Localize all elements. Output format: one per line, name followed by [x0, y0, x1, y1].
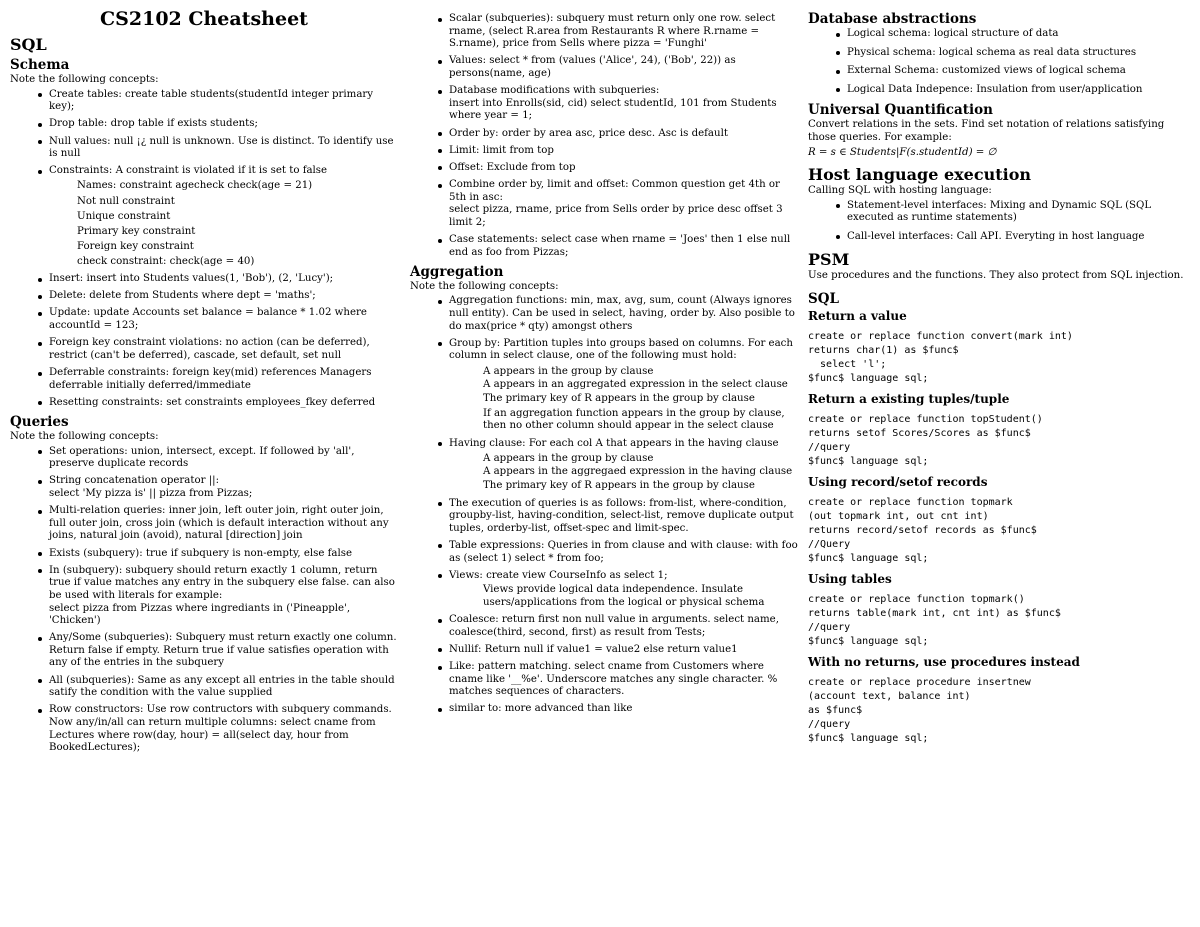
list-item: Like: pattern matching. select cname from Customers where cname like '__%e'. Underscore matches any single character. % matches sequences of characters.	[449, 661, 798, 699]
dbmod-example: insert into Enrolls(sid, cid) select studentId, 101 from Students where year = 1;	[449, 97, 777, 122]
code-section-heading: Return a value	[808, 309, 907, 324]
queries-heading: Queries	[10, 414, 69, 430]
list-item: Deferrable constraints: foreign key(mid) references Managers deferrable initially deferred/immediate	[49, 367, 398, 392]
list-item: Resetting constraints: set constraints employees_fkey deferred	[49, 397, 398, 410]
dbabs-heading: Database abstractions	[808, 11, 977, 27]
uq-text: Convert relations in the sets. Find set notation of relations satisfying those queries. For example:	[808, 119, 1165, 143]
concat-example: select 'My pizza is' || pizza from Pizzas;	[49, 487, 253, 499]
aggregation-intro: Note the following concepts:	[410, 280, 559, 292]
list-item: The execution of queries is as follows: from-list, where-condition, groupby-list, having-condition, select-list, remove duplicate output tuples, orderby-list, offset-spec and limit-spec.	[449, 498, 798, 536]
combine-label: Combine order by, limit and offset: Common question get 4th or 5th in asc:	[449, 179, 780, 203]
combine-example: select pizza, rname, price from Sells order by price desc offset 3 limit 2;	[449, 204, 783, 228]
code-block: create or replace procedure insertnew (account text, balance int) as $func$ //query $func$ language sql;	[808, 677, 1031, 745]
rule-line: A appears in an aggregated expression in the select clause	[483, 378, 788, 390]
list-item	[449, 438, 798, 493]
constraints-item	[49, 165, 398, 268]
code-section-heading: With no returns, use procedures instead	[808, 655, 1080, 670]
list-item: Aggregation functions: min, max, avg, sum, count (Always ignores null entity). Can be used in select, having, order by. Also posible to do max(price * qty) amongst others	[449, 295, 798, 333]
list-item: Update: update Accounts set balance = balance * 1.02 where accountId = 123;	[49, 307, 398, 332]
having-label: Having clause: For each col A that appears in the having clause	[449, 437, 779, 449]
queries-list	[10, 446, 398, 755]
psm-heading: PSM	[808, 249, 850, 269]
list-item: Logical Data Indepence: Insulation from user/application	[847, 84, 1192, 97]
rule-line: A appears in the group by clause	[483, 453, 654, 465]
code-section-heading: Using record/setof records	[808, 475, 988, 490]
schema-heading: Schema	[10, 57, 70, 73]
list-item: Any/Some (subqueries): Subquery must return exactly one column. Return false if empty. Return true if value satisfies operation with any of the entries in the subquery	[49, 632, 397, 669]
list-item	[49, 565, 398, 628]
views-note: Views provide logical data independence. Insulate users/applications from the logical or physical schema	[483, 584, 765, 608]
sql-heading: SQL	[10, 35, 47, 54]
code-block: create or replace function topStudent() returns setof Scores/Scores as $func$ //query $func$ language sql;	[808, 414, 1043, 468]
list-item	[49, 475, 398, 500]
psm-sql-heading: SQL	[808, 291, 840, 308]
aggregation-heading: Aggregation	[410, 263, 504, 280]
dbabs-list	[808, 28, 1192, 96]
constraint-line: Primary key constraint	[77, 225, 196, 237]
queries-intro: Note the following concepts:	[10, 431, 159, 442]
host-heading: Host language execution	[808, 165, 1032, 185]
list-item: Scalar (subqueries): subquery must return only one row. select rname, (select R.area from Restaurants R where R.rname = S.rname), price from Sells where pizza = 'Funghi'	[449, 13, 798, 51]
list-item	[449, 338, 798, 433]
in-label: In (subquery): subquery should return exactly 1 column, return true if value matches any entry in the subquery else false. can also be used with literals for example:	[49, 564, 395, 601]
list-item: Logical schema: logical structure of data	[847, 28, 1192, 41]
having-rules	[449, 453, 798, 493]
constraint-line: Not null constraint	[77, 195, 175, 207]
list-item: Call-level interfaces: Call API. Everyting in host language	[847, 231, 1192, 244]
list-item: Statement-level interfaces: Mixing and Dynamic SQL (SQL executed as runtime statements)	[847, 200, 1192, 225]
list-item: External Schema: customized views of logical schema	[847, 65, 1192, 78]
page-title: CS2102 Cheatsheet	[100, 8, 308, 30]
list-item: Multi-relation queries: inner join, left outer join, right outer join, full outer join, cross join (which is default interaction without any joins, natural join (avoid), natural [direction] join	[49, 505, 398, 543]
list-item: Table expressions: Queries in from clause and with clause: with foo as (select 1) select * from foo;	[449, 539, 798, 564]
column-right	[808, 4, 1192, 752]
list-item: Create tables: create table students(studentId integer primary key);	[49, 89, 398, 114]
list-item	[449, 570, 798, 610]
list-item: All (subqueries): Same as any except all entries in the table should satify the condition with the value supplied	[49, 675, 398, 700]
dbmod-label: Database modifications with subqueries:	[449, 85, 660, 97]
list-item: Insert: insert into Students values(1, 'Bob'), (2, 'Lucy');	[49, 273, 398, 286]
code-block: create or replace function topmark() returns table(mark int, cnt int) as $func$ //query $func$ language sql;	[808, 594, 1061, 648]
views-label: Views: create view CourseInfo as select 1;	[449, 569, 668, 581]
list-item: Foreign key constraint violations: no action (can be deferred), restrict (can't be deferred), cascade, set default, set null	[49, 337, 398, 362]
concat-label: String concatenation operator ||:	[49, 475, 220, 487]
list-item: Exists (subquery): true if subquery is non-empty, else false	[49, 548, 398, 561]
list-item: Delete: delete from Students where dept = 'maths';	[49, 290, 398, 303]
rule-line: The primary key of R appears in the group by clause	[483, 480, 755, 492]
subquery-list	[410, 13, 798, 259]
list-item: Null values: null ¡¿ null is unknown. Use is distinct. To identify use is null	[49, 136, 398, 161]
list-item: Coalesce: return first non null value in arguments. select name, coalesce(third, second, first) as result from Tests;	[449, 614, 798, 639]
uq-formula: R = s ∈ Students|F(s.studentId) = ∅	[808, 146, 997, 158]
list-item: Case statements: select case when rname = 'Joes' then 1 else null end as foo from Pizzas;	[449, 234, 798, 259]
list-item: Physical schema: logical schema as real data structures	[847, 47, 1192, 60]
list-item	[449, 85, 798, 123]
constraint-line: Foreign key constraint	[77, 240, 194, 252]
list-item: Nullif: Return null if value1 = value2 else return value1	[449, 644, 798, 657]
code-section-heading: Return a existing tuples/tuple	[808, 392, 1010, 407]
constraint-line: Names: constraint agecheck check(age = 21)	[77, 180, 313, 192]
group-by-label: Group by: Partition tuples into groups based on columns. For each column in select clause, one of the following must hold:	[449, 337, 793, 362]
list-item: Row constructors: Use row contructors with subquery commands. Now any/in/all can return multiple columns: select cname from Lectures where row(day, hour) = all(select day, hour from BookedLectures);	[49, 704, 398, 754]
rule-line: A appears in the aggregaed expression in the having clause	[483, 465, 793, 477]
list-item: Order by: order by area asc, price desc. Asc is default	[449, 128, 798, 141]
list-item: Values: select * from (values ('Alice', 24), ('Bob', 22)) as persons(name, age)	[449, 55, 798, 80]
code-block: create or replace function convert(mark int) returns char(1) as $func$ select 'l'; $func$ language sql;	[808, 331, 1073, 385]
host-list	[808, 200, 1192, 244]
list-item: Set operations: union, intersect, except. If followed by 'all', preserve duplicate records	[49, 446, 398, 471]
constraints-label: Constraints: A constraint is violated if it is set to false	[49, 165, 328, 177]
uq-heading: Universal Quantification	[808, 102, 993, 119]
schema-list	[10, 89, 398, 410]
rule-line: The primary key of R appears in the group by clause	[483, 393, 755, 405]
list-item: similar to: more advanced than like	[449, 703, 798, 716]
list-item: Drop table: drop table if exists students;	[49, 118, 398, 131]
schema-intro: Note the following concepts:	[10, 74, 159, 85]
list-item	[449, 179, 798, 229]
in-example: select pizza from Pizzas where ingrediants in ('Pineapple', 'Chicken')	[49, 602, 351, 627]
rule-line: If an aggregation function appears in the group by clause, then no other column should appear in the select clause	[483, 407, 785, 432]
column-middle	[410, 4, 798, 721]
list-item: Limit: limit from top	[449, 145, 798, 158]
aggregation-list	[410, 295, 798, 716]
code-section-heading: Using tables	[808, 572, 892, 587]
group-by-rules	[449, 366, 798, 433]
constraint-line: Unique constraint	[77, 210, 171, 222]
code-block: create or replace function topmark (out topmark int, out cnt int) returns record/setof records as $func$ //Query $func$ language sql;	[808, 497, 1037, 565]
host-intro: Calling SQL with hosting language:	[808, 185, 992, 197]
psm-text: Use procedures and the functions. They also protect from SQL injection.	[808, 269, 1184, 281]
list-item: Offset: Exclude from top	[449, 162, 798, 175]
constraint-line: check constraint: check(age = 40)	[77, 255, 255, 267]
rule-line: A appears in the group by clause	[483, 366, 654, 377]
column-left	[10, 4, 398, 759]
